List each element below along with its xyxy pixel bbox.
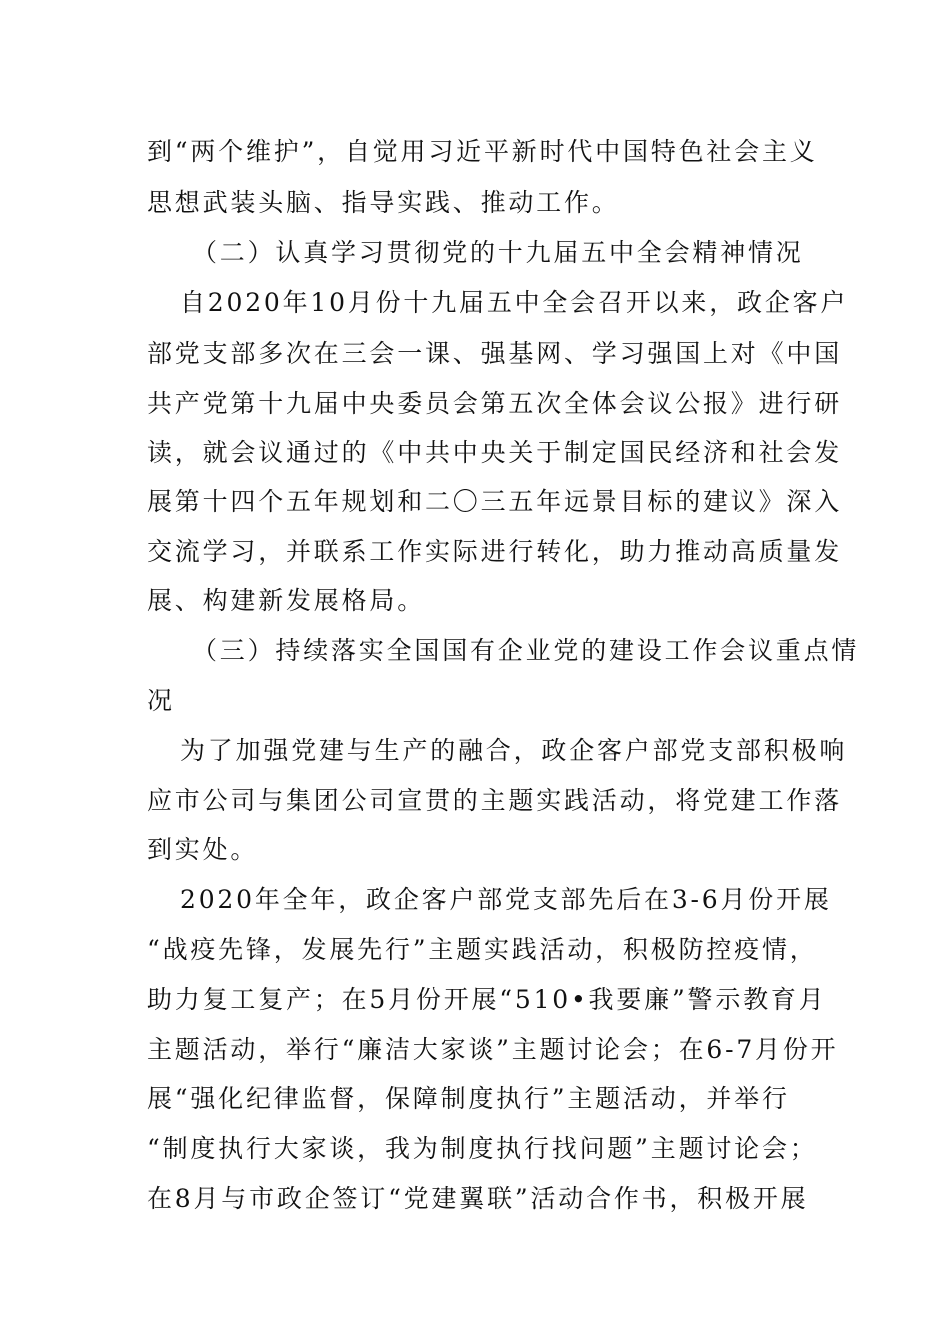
text-line: 共产党第十九届中央委员会第五次全体会议公报》进行研	[147, 389, 843, 418]
paragraph-start-line: 2020年全年，政企客户部党支部先后在3-6月份开展	[180, 885, 832, 914]
text-line: 到“两个维护”，自觉用习近平新时代中国特色社会主义	[147, 137, 818, 166]
text-line: 到实处。	[147, 835, 259, 864]
text-line: 交流学习，并联系工作实际进行转化，助力推动高质量发	[147, 537, 843, 566]
text-line: 应市公司与集团公司宣贯的主题实践活动，将党建工作落	[147, 786, 843, 815]
text-line: 主题活动，举行“廉洁大家谈”主题讨论会；在6-7月份开	[147, 1035, 839, 1064]
text-line: 部党支部多次在三会一课、强基网、学习强国上对《中国	[147, 339, 843, 368]
text-line: 展第十四个五年规划和二〇三五年远景目标的建议》深入	[147, 487, 843, 516]
text-line: “战疫先锋，发展先行”主题实践活动，积极防控疫情，	[147, 935, 818, 964]
text-line: “制度执行大家谈，我为制度执行找问题”主题讨论会；	[147, 1134, 818, 1163]
paragraph-start-line: 自2020年10月份十九届五中全会召开以来，政企客户	[180, 288, 849, 317]
text-line: 展“强化纪律监督，保障制度执行”主题活动，并举行	[147, 1084, 790, 1113]
text-line: 在8月与市政企签订“党建翼联”活动合作书，积极开展	[147, 1184, 809, 1213]
text-line: 思想武装头脑、指导实践、推动工作。	[147, 188, 620, 217]
text-line: 况	[147, 686, 175, 715]
section-heading-2: （二）认真学习贯彻党的十九届五中全会精神情况	[192, 238, 804, 267]
text-line: 助力复工复产；在5月份开展“510•我要廉”警示教育月	[147, 985, 827, 1014]
text-line: 展、构建新发展格局。	[147, 586, 426, 615]
section-heading-3: （三）持续落实全国国有企业党的建设工作会议重点情	[192, 636, 860, 665]
paragraph-start-line: 为了加强党建与生产的融合，政企客户部党支部积极响	[180, 736, 848, 765]
text-line: 读，就会议通过的《中共中央关于制定国民经济和社会发	[147, 438, 843, 467]
